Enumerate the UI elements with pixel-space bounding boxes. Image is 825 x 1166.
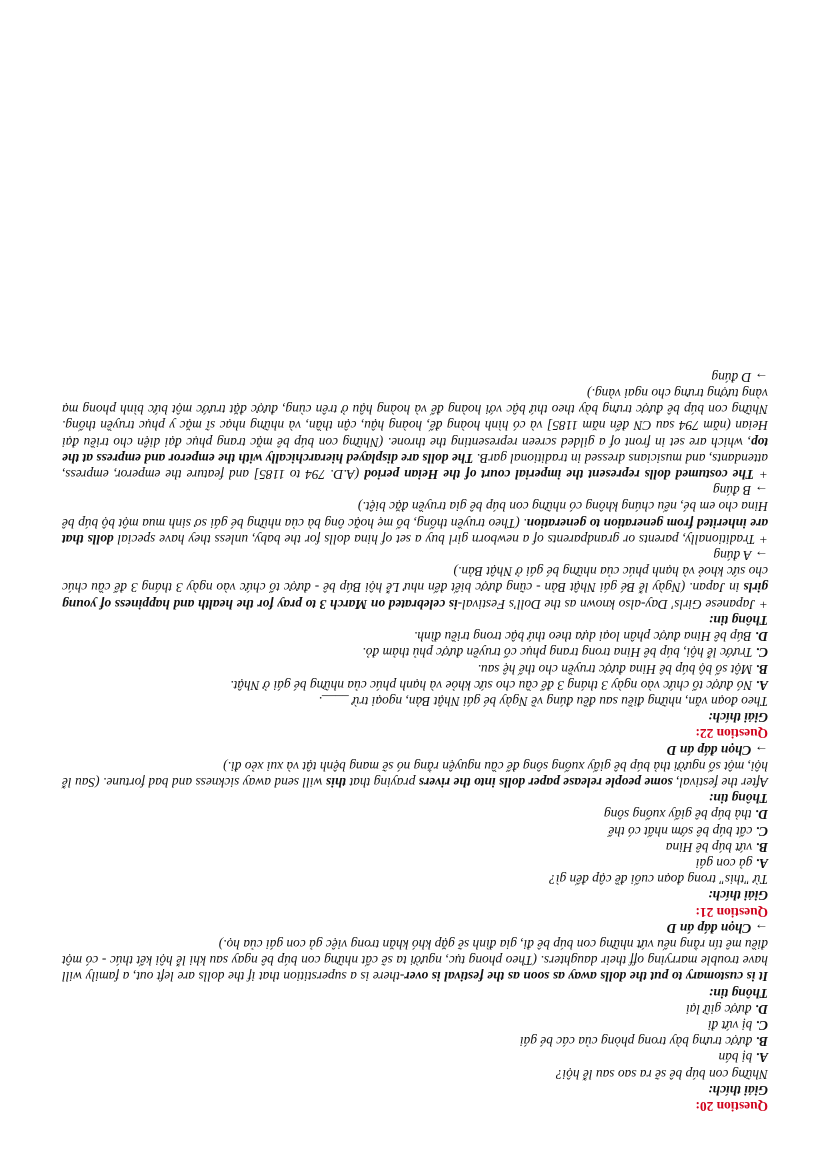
question-prompt: Từ "this" trong đoạn cuối đề cập đến gì? <box>549 872 768 888</box>
option-a: A. bị bán <box>718 1050 768 1066</box>
explanation-label: Giải thích: <box>708 710 768 726</box>
info-paragraph: + The costumed dolls represent the imperial court of the Heian period (A.D. 794 to 1185] and feature the emperor, empress, attendants, and musicians dressed in traditional garB. The dolls are displayed hierarchically with the emperor and empress at the top, which are set in front of a gilded screen representing the throne. (Những con búp bê mặc trang phục đại diện cho triều đại Heian (năm 794 sau CN đến năm 1185] và có hình hoàng đế, hoàng hậu, cận thần, và những nhạc sĩ mặc y phục truyền thống. Những con búp bê được trưng bày theo thứ bậc với hoàng đế và hoàng hậu ở trên cùng, được đặt trước một bức bình phong mạ vàng tượng trưng cho ngai vàng.) <box>61 386 768 483</box>
answer-line: → Chọn đáp án D <box>666 742 768 758</box>
option-b: B. vứt búp bê Hina <box>665 839 768 855</box>
info-paragraph: After the festival, some people release paper dolls into the rivers praying that this will send away sickness and bad fortune. (Sau lễ hội, một số người thả búp bê giấy xuống sông để cầu nguyện rằng nó sẽ mang bệnh tật và xui xẻo đi.) <box>61 758 768 790</box>
question-title: Question 21: <box>695 904 768 920</box>
option-d: D. Búp bê Hina được phân loại dựa theo thứ bậc trong triều đình. <box>413 629 768 645</box>
option-c: C. Trước lễ hội, búp bê Hina trong trang phục cổ truyền được phủ thảm đỏ. <box>362 645 768 661</box>
info-label: Thông tin: <box>708 612 768 628</box>
option-d: D. được giữ lại <box>685 1001 768 1017</box>
question-prompt: Theo đoạn văn, những điều sau đều đúng về Ngày bé gái Nhật Bản, ngoại trừ ____. <box>318 693 768 709</box>
question-prompt: Những con búp bê sẽ ra sao sau lễ hội? <box>555 1066 768 1082</box>
question-21 <box>62 741 768 919</box>
explanation-label: Giải thích: <box>708 1082 768 1098</box>
info-paragraph: + Traditionally, parents or grandparents of a newborn girl buy a set of hina dolls for the baby, unless they have special dolls that are inherited from generation to generation. (Theo truyền thống, bố mẹ hoặc ông bà của những bé gái sơ sinh mua một bộ búp bê Hina cho em bé, nếu chúng không có những con búp bê gia truyền đặc biệt.) <box>61 499 768 547</box>
option-c: C. bị vứt đi <box>707 1017 768 1033</box>
option-a: A. gả con gái <box>695 855 768 871</box>
question-22 <box>62 369 768 742</box>
info-paragraph: It is customary to put the dolls away as soon as the festival is over-there is a superstition that if the dolls are left out, a family will have trouble marrying off their daughters. (Theo phong tục, người ta sẽ cất những con búp bê ngay sau khi lễ hội kết thúc - có một điều mê tín rằng nếu vứt những con búp bê đi, gia đình sẽ gặp khó khăn trong việc gả con gái của họ.) <box>62 936 768 985</box>
info-paragraph: + Japanese Girls' Day-also known as the Doll's Festival-is celebrated on March 3 to pray for the health and happiness of young girls in Japan. (Ngày lễ Bé gái Nhật Bản - cũng được biết đến như Lễ hội Búp bê - được tổ chức vào ngày 3 tháng 3 để cầu chúc cho sức khoẻ và hạnh phúc của những bé gái ở Nhật Bản.) <box>61 564 768 612</box>
option-d: D. thả búp bê giấy xuống sông <box>603 807 768 823</box>
question-title: Question 20: <box>695 1099 768 1114</box>
question-20 <box>62 920 768 1114</box>
verdict-line: → B đúng <box>712 483 768 499</box>
explanation-label: Giải thích: <box>708 888 768 904</box>
option-b: B. được trưng bày trong phòng của các bé gái <box>519 1034 768 1050</box>
option-a: A. Nó được tổ chức vào ngày 3 tháng 3 để cầu cho sức khỏe và hạnh phúc của những bé gái ở Nhật. <box>230 677 768 693</box>
question-title: Question 22: <box>695 726 768 742</box>
option-b: B. Một số bộ búp bê Hina được truyền cho thế hệ sau. <box>477 661 768 677</box>
info-label: Thông tin: <box>708 791 768 807</box>
option-c: C. cất búp bê sớm nhất có thể <box>608 823 768 839</box>
answer-line: → Chọn đáp án D <box>666 920 768 936</box>
verdict-line: → D đúng <box>711 369 768 385</box>
verdict-line: → A đúng <box>713 548 768 564</box>
info-label: Thông tin: <box>708 985 768 1001</box>
